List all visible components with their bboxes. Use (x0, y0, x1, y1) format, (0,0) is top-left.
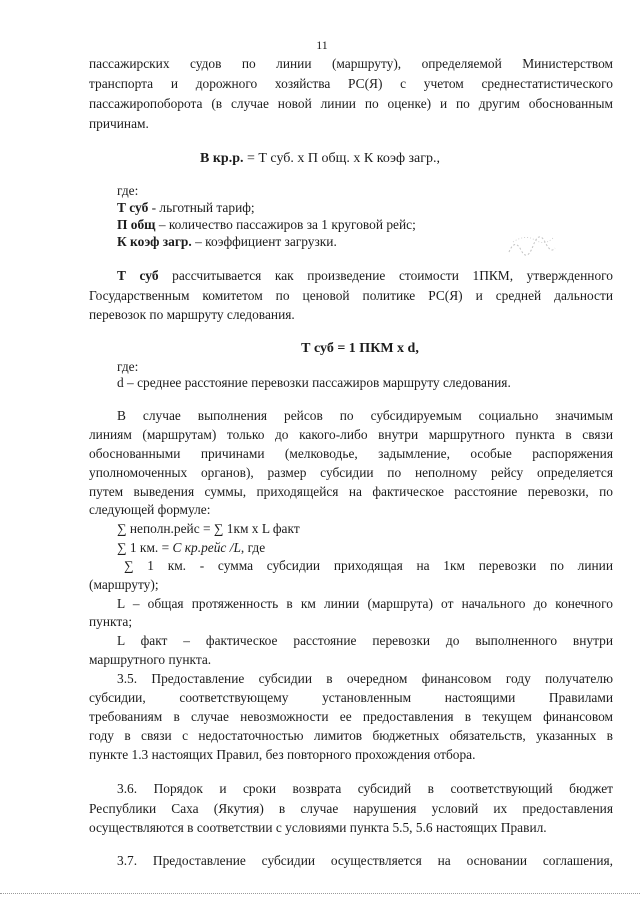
definition-line: маршрутного пункта. (89, 652, 212, 667)
definition-text: – коэффициент загрузки. (191, 234, 337, 249)
paragraph-line: пассажирских судов по линии (маршруту), определяемой Министерством (89, 56, 613, 71)
definition-line: (маршруту); (89, 577, 159, 592)
where-label: где: (117, 183, 139, 198)
clause-3-6-line: осуществляются в соответствии с условиями пункта 5.5, 5.6 настоящих Правил. (89, 820, 547, 835)
paragraph-line: линиям (маршрутам) только до какого-либо внутри маршрутного пункта в связи (89, 427, 613, 442)
definition-line: L – общая протяженность в км линии (маршрута) от начального до конечного (117, 596, 613, 611)
clause-3-5-line: пункте 1.3 настоящих Правил, без повторного прохождения отбора. (89, 747, 476, 762)
clause-3-5-line: субсидии, соответствующему установленным настоящими Правилами (89, 690, 613, 705)
definition-line: ∑ 1 км. - сумма субсидии приходящая на 1км перевозки по линии (124, 558, 613, 573)
paragraph-line (117, 268, 613, 284)
paragraph-line: транспорта и дорожного хозяйства РС(Я) с учетом среднестатистического (89, 76, 613, 91)
paragraph-line: путем выведения суммы, приходящейся на фактическое расстояние перевозки, по (89, 484, 613, 499)
clause-3-7-line: 3.7. Предоставление субсидии осуществляется на основании соглашения, (117, 853, 613, 868)
formula-tail: , где (240, 540, 266, 555)
formula-lhs: В кр.р. (200, 151, 244, 166)
formula-partial-trip: ∑ неполн.рейс = ∑ 1км х L факт (117, 521, 300, 536)
paragraph-line: обоснованными причинами (мелководье, задымление, особые распоряжения (89, 446, 613, 461)
paragraph-line: причинам. (89, 116, 149, 131)
definition-text: – количество пассажиров за 1 круговой рейс; (155, 217, 416, 232)
faint-stamp-mark (505, 232, 557, 258)
definition-line: L факт – фактическое расстояние перевозки до выполненного внутри (117, 633, 613, 648)
definition-term: Т суб (117, 200, 149, 215)
where-label: где: (117, 359, 139, 374)
paragraph-line: уполномоченных органов), размер субсидии по неполному рейсу определяется (89, 465, 613, 480)
paragraph-line: В случае выполнения рейсов по субсидируемым социально значимым (117, 408, 613, 423)
clause-3-5-line: году в связи с недостаточностью лимитов бюджетных обязательств, указанных в (89, 728, 613, 743)
clause-3-6-line: Республики Саха (Якутия) в случае нарушения условий их предоставления (89, 801, 613, 816)
definition-line: пункта; (89, 614, 133, 629)
formula-expr: С кр.рейс /L (172, 540, 241, 555)
definition-term: К коэф загр. (117, 234, 192, 249)
clause-3-6-line: 3.6. Порядок и сроки возврата субсидий в соответствующий бюджет (117, 781, 613, 796)
formula-lhs: ∑ 1 км. = (117, 540, 173, 555)
paragraph-line: перевозок по маршруту следования. (89, 307, 295, 322)
paragraph-line: Государственным комитетом по ценовой политике РС(Я) и средней дальности (89, 288, 613, 303)
definition-text: - льготный тариф; (148, 200, 255, 215)
clause-3-5-line: 3.5. Предоставление субсидии в очередном финансовом году получателю (117, 671, 613, 686)
definition-line: d – среднее расстояние перевозки пассажиров маршруту следования. (117, 375, 511, 390)
definition-line (117, 234, 337, 250)
paragraph-line: следующей формуле: (89, 502, 211, 517)
page-number: 11 (316, 38, 328, 52)
formula-rhs: = Т суб. х П общ. х К коэф загр., (243, 151, 440, 166)
clause-3-5-line: требованиям в случае невозможности ее предоставления в текущем финансовом (89, 709, 613, 724)
definition-term: П общ (117, 217, 156, 232)
formula-per-km (117, 540, 265, 556)
scan-edge-line (0, 893, 640, 894)
definition-line (117, 217, 416, 233)
definition-term: Т суб (117, 268, 159, 283)
paragraph-text: рассчитывается как произведение стоимости 1ПКМ, утвержденного (158, 268, 613, 283)
formula-cruise-cost (0, 151, 640, 167)
paragraph-line: пассажиропоборота (в случае новой линии по оценке) и по другим обоснованным (89, 96, 613, 111)
formula-tsub: Т суб = 1 ПКМ х d, (301, 341, 419, 356)
definition-line (117, 200, 255, 216)
